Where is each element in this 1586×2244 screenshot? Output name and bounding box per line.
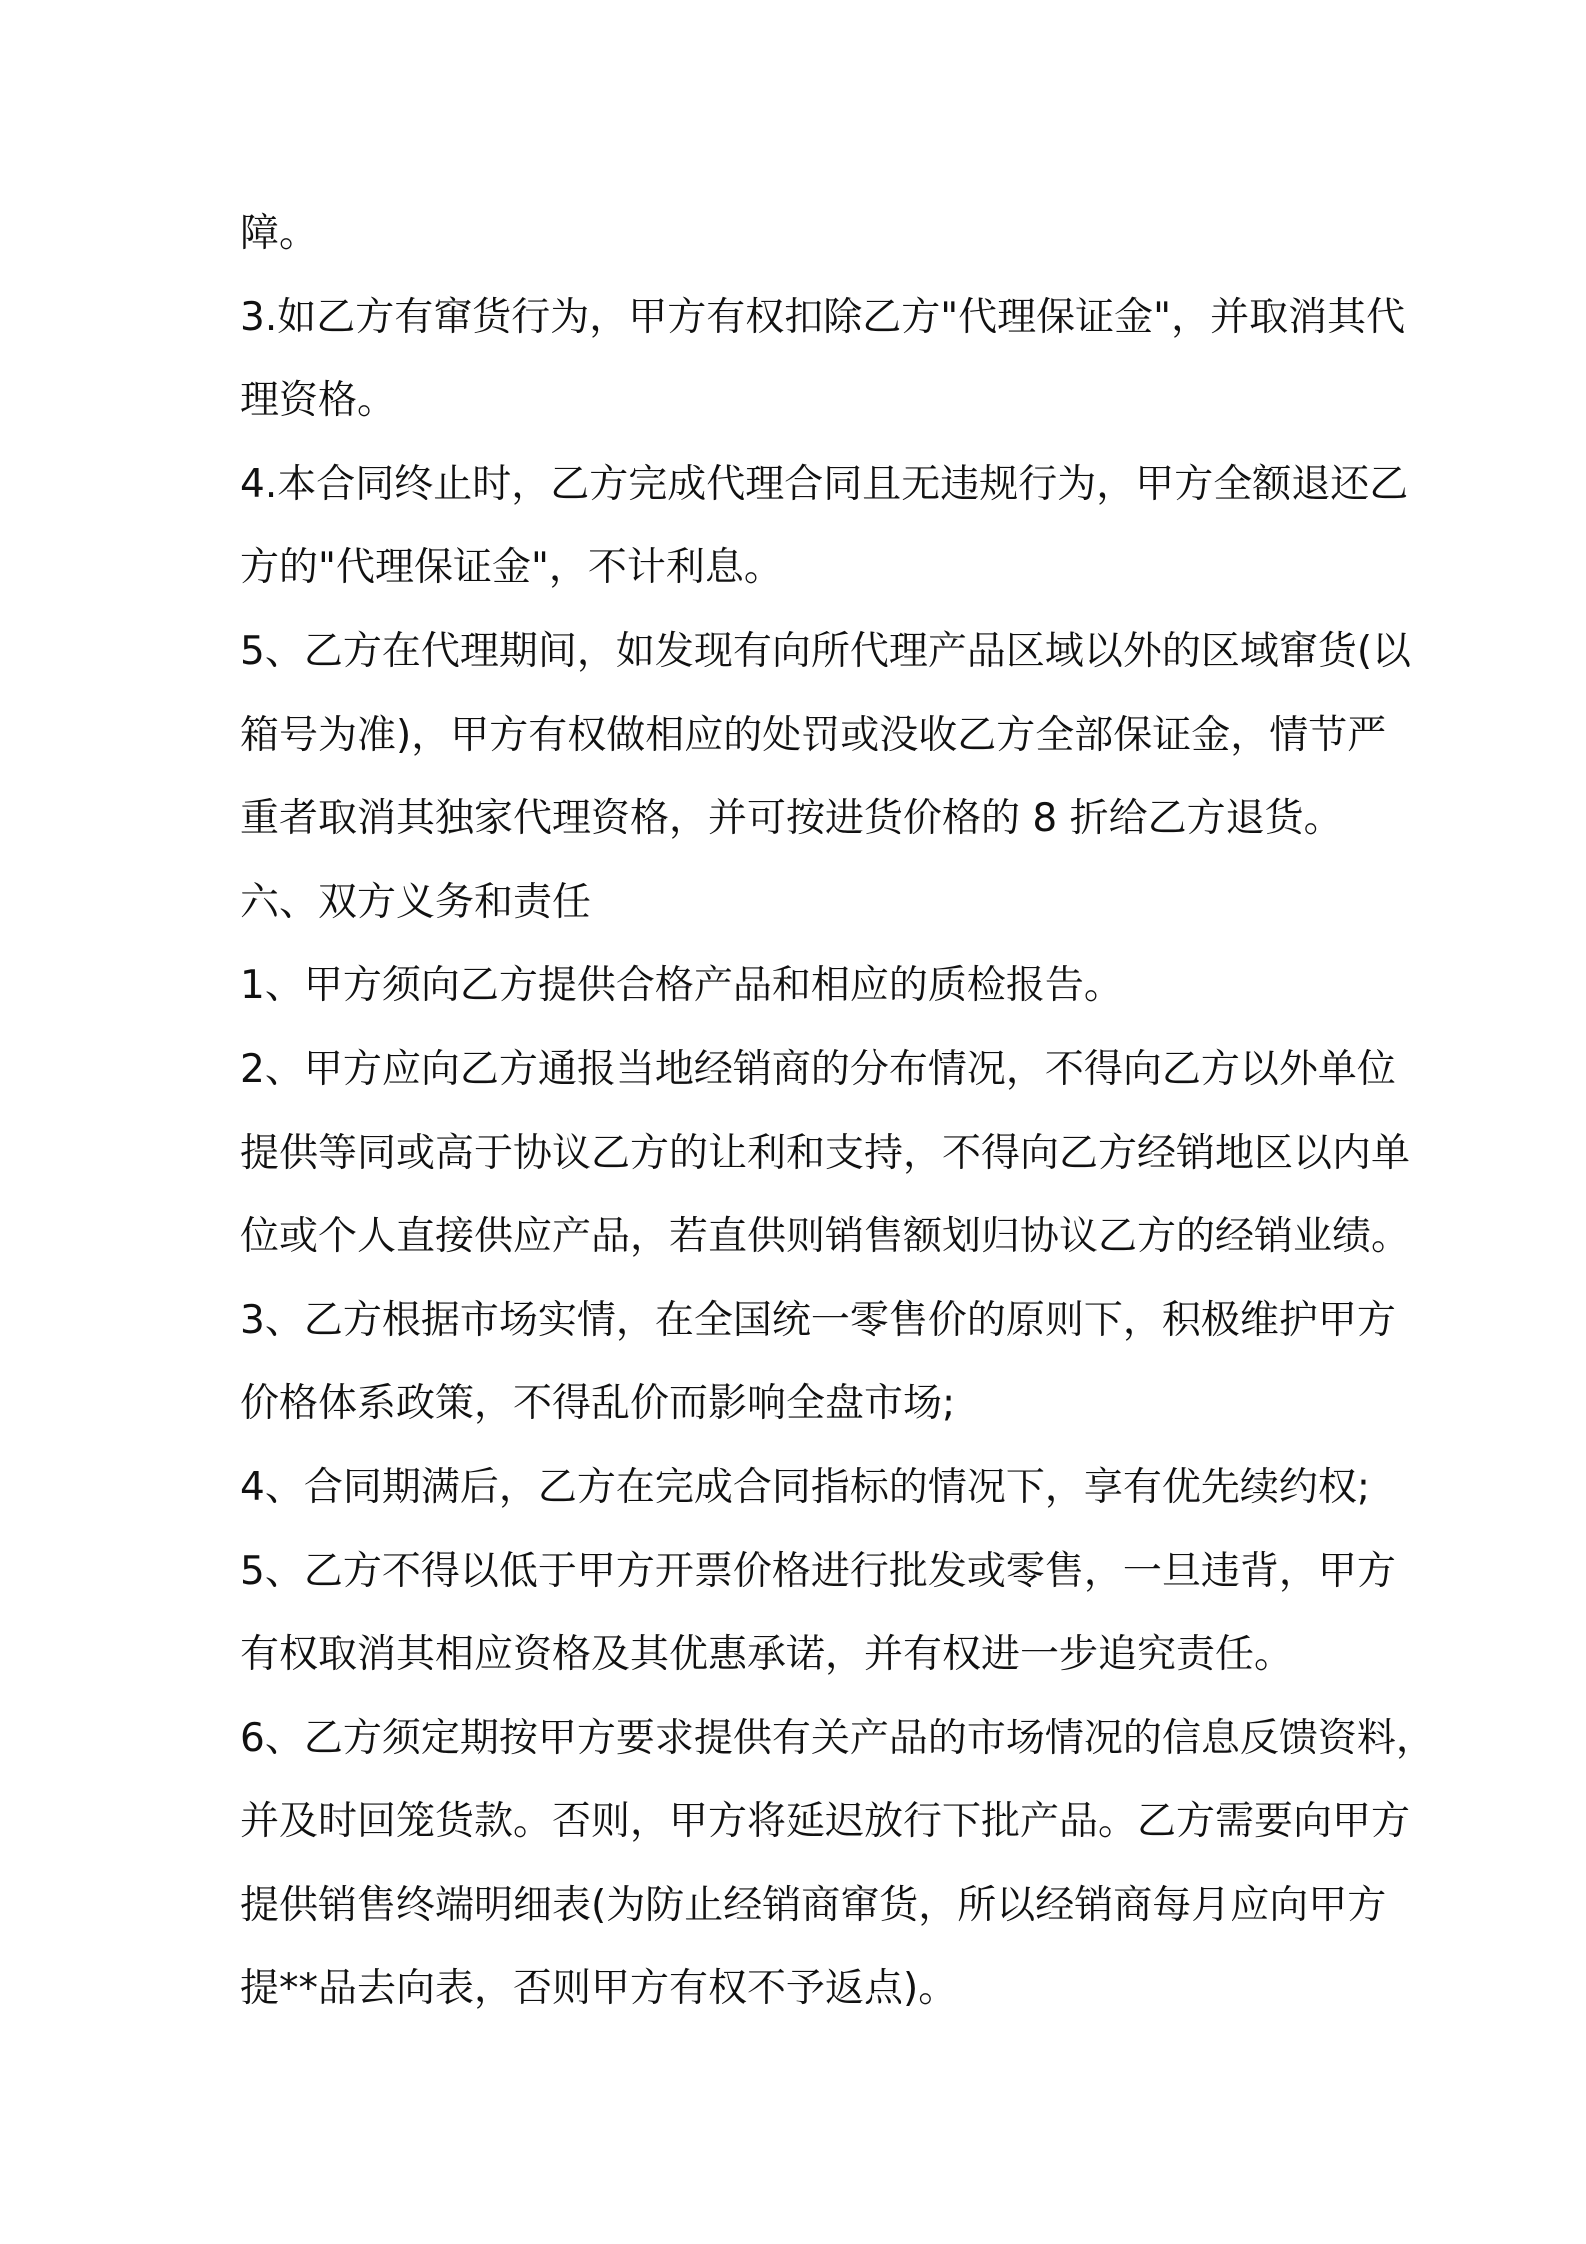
text-line: 箱号为准)，甲方有权做相应的处罚或没收乙方全部保证金，情节严 — [240, 712, 1387, 758]
section-heading: 六、双方义务和责任 — [240, 879, 592, 925]
text-line: 4、合同期满后，乙方在完成合同指标的情况下，享有优先续约权; — [240, 1464, 1370, 1510]
text-line: 重者取消其独家代理资格，并可按进货价格的 8 折给乙方退货。 — [240, 796, 1343, 842]
text-line: 5、乙方在代理期间，如发现有向所代理产品区域以外的区域窜货(以 — [240, 628, 1412, 674]
text-line: 1、甲方须向乙方提供合格产品和相应的质检报告。 — [240, 963, 1123, 1009]
document-body — [240, 192, 1435, 2031]
text-line: 3.如乙方有窜货行为，甲方有权扣除乙方"代理保证金"，并取消其代 — [240, 294, 1406, 340]
text-line: 4.本合同终止时，乙方完成代理合同且无违规行为，甲方全额退还乙 — [240, 461, 1409, 507]
text-line: 有权取消其相应资格及其优惠承诺，并有权进一步追究责任。 — [240, 1632, 1294, 1678]
text-line: 提供等同或高于协议乙方的让利和支持，不得向乙方经销地区以内单 — [240, 1130, 1411, 1176]
text-line: 位或个人直接供应产品，若直供则销售额划归协议乙方的经销业绩。 — [240, 1214, 1411, 1260]
text-line: 提**品去向表，否则甲方有权不予返点)。 — [240, 1966, 958, 2012]
text-line: 并及时回笼货款。否则，甲方将延迟放行下批产品。乙方需要向甲方 — [240, 1799, 1411, 1845]
text-line: 5、乙方不得以低于甲方开票价格进行批发或零售，一旦违背，甲方 — [240, 1548, 1396, 1594]
text-line: 3、乙方根据市场实情，在全国统一零售价的原则下，积极维护甲方 — [240, 1297, 1396, 1343]
text-line: 6、乙方须定期按甲方要求提供有关产品的市场情况的信息反馈资料， — [240, 1715, 1435, 1761]
text-line: 方的"代理保证金"，不计利息。 — [240, 545, 783, 591]
text-line: 理资格。 — [240, 378, 397, 424]
text-line: 提供销售终端明细表(为防止经销商窜货，所以经销商每月应向甲方 — [240, 1882, 1387, 1928]
text-line: 障。 — [240, 211, 319, 256]
text-line: 价格体系政策，不得乱价而影响全盘市场; — [240, 1381, 956, 1427]
text-line: 2、甲方应向乙方通报当地经销商的分布情况，不得向乙方以外单位 — [240, 1046, 1396, 1092]
